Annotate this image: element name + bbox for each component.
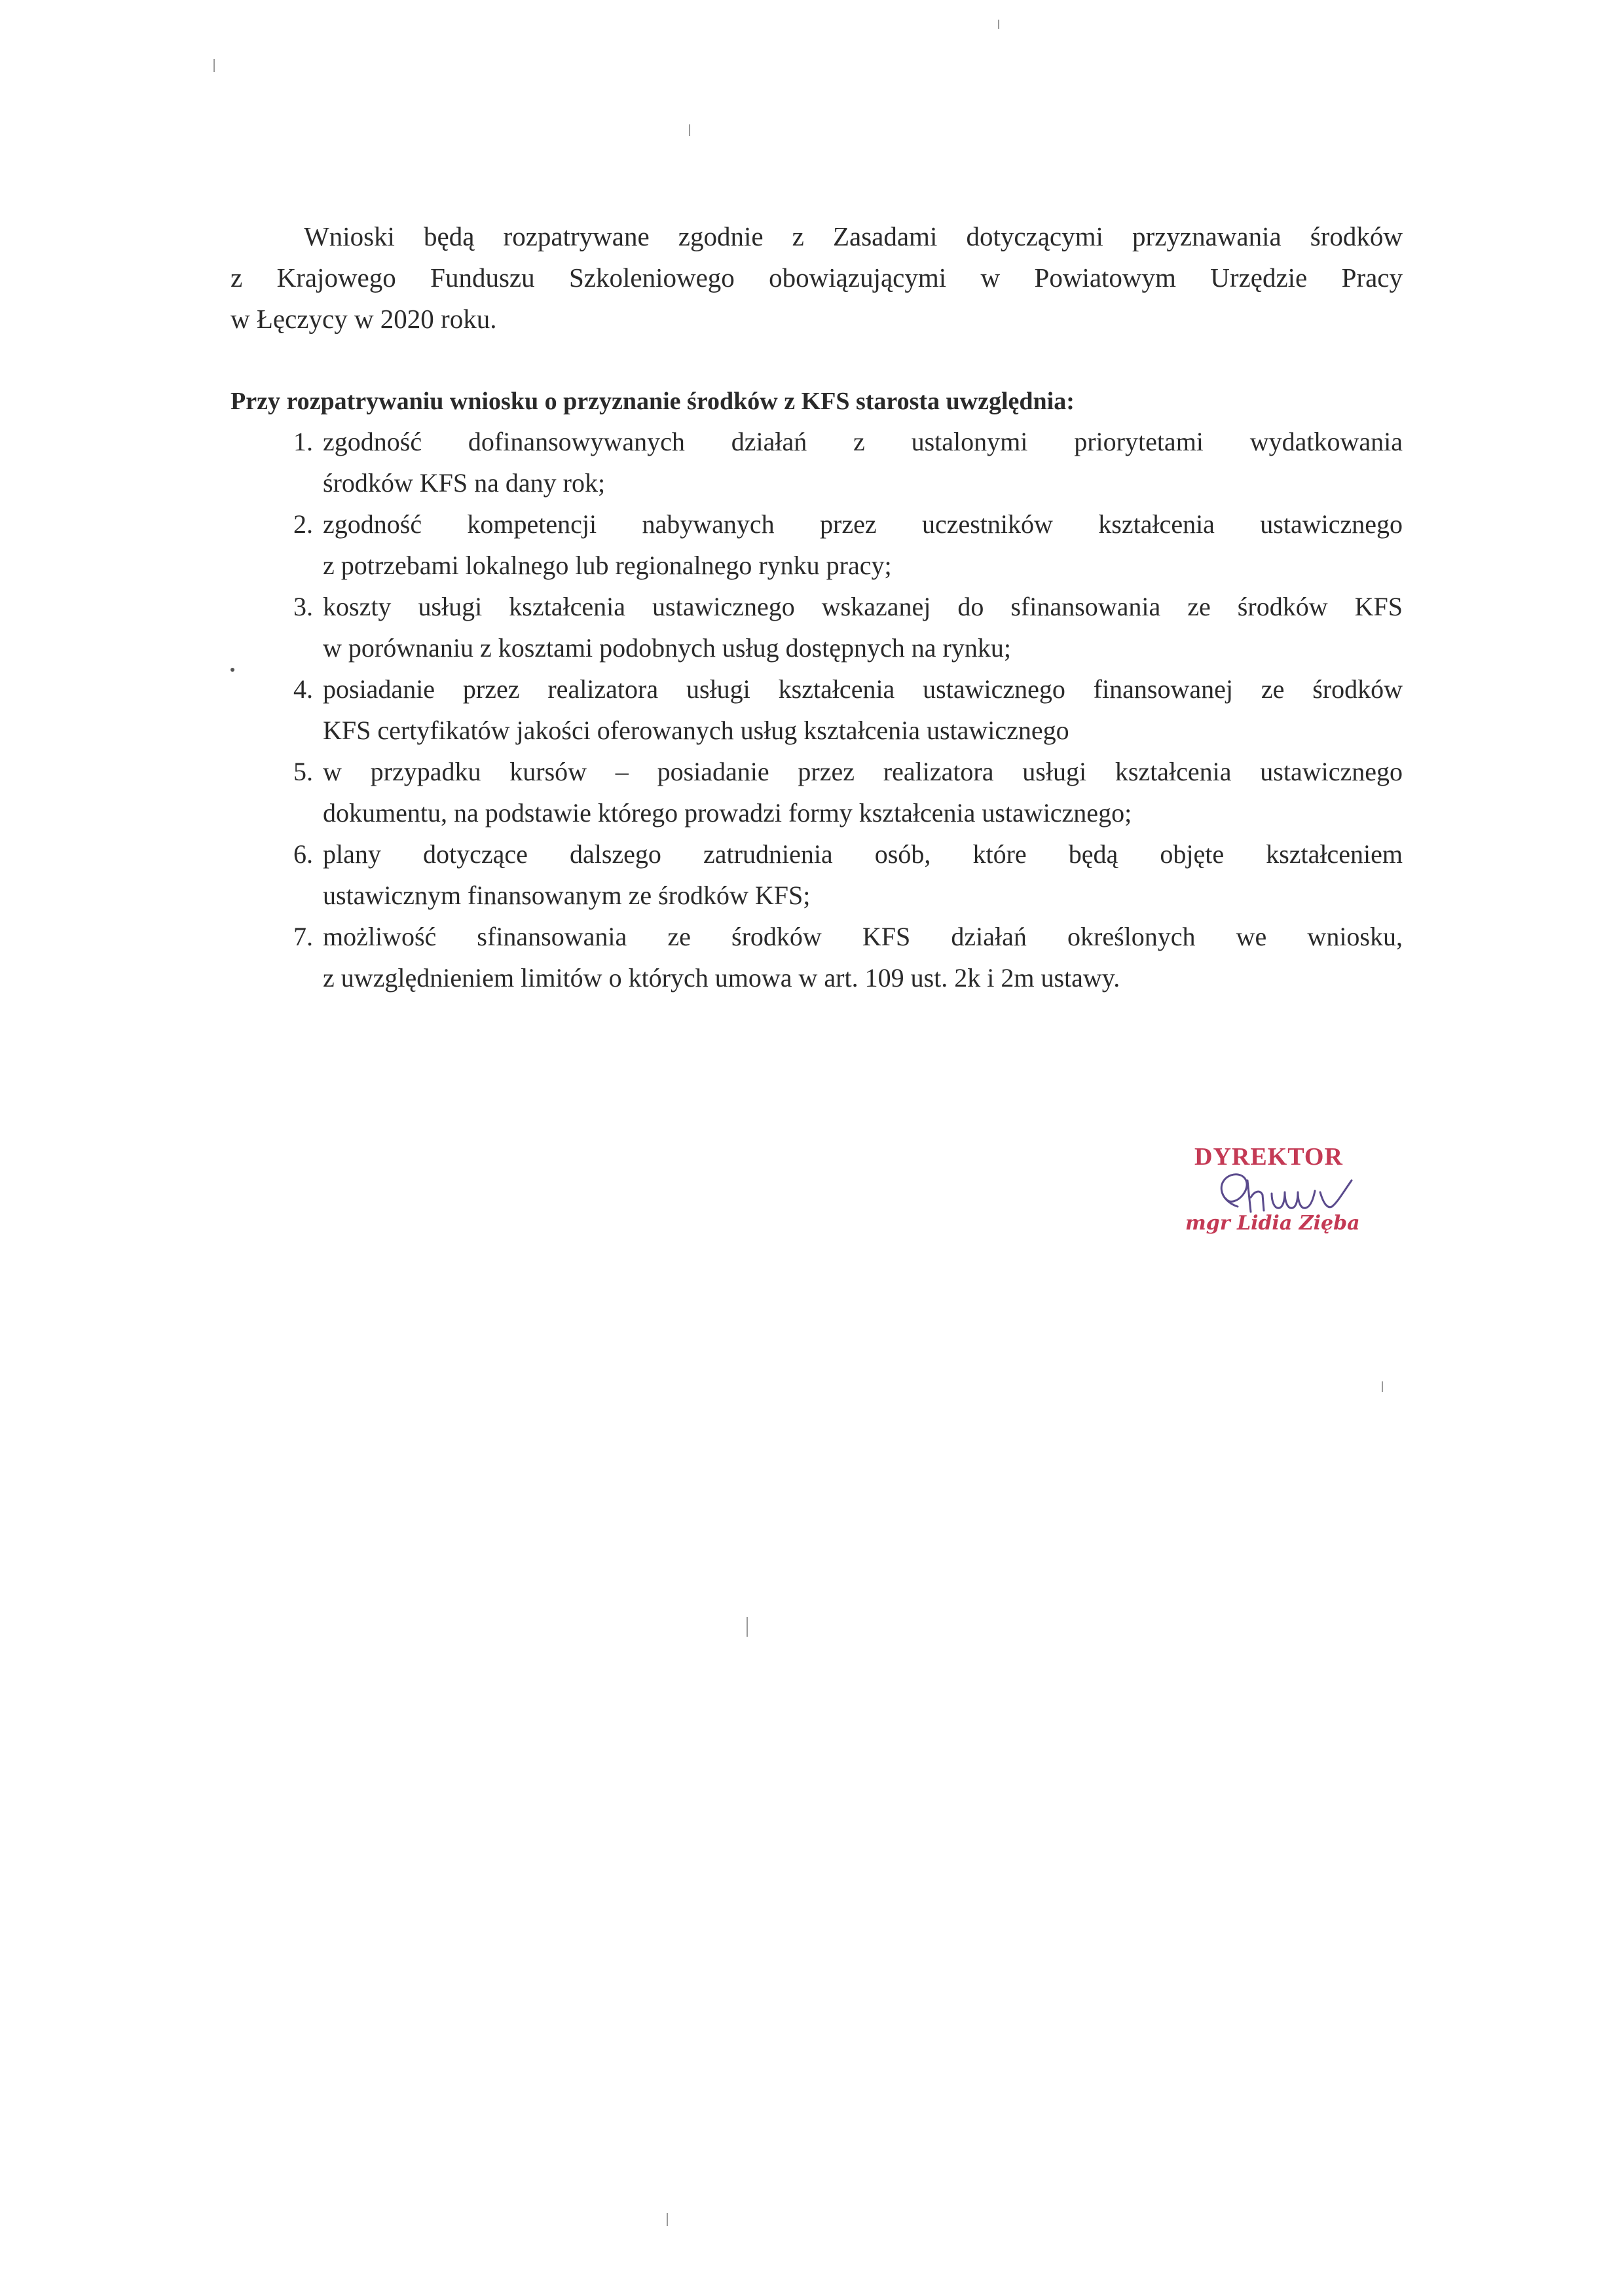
- list-item-line: plany dotyczące dalszego zatrudnienia osób, które będą objęte kształceniem: [323, 839, 1403, 869]
- list-item: [231, 586, 1403, 668]
- list-item-line: z uwzględnieniem limitów o których umowa w art. 109 ust. 2k i 2m ustawy.: [323, 963, 1120, 993]
- list-item: [231, 916, 1403, 998]
- list-item-line: zgodność dofinansowywanych działań z ustalonymi priorytetami wydatkowania: [323, 427, 1403, 456]
- list-item-number: 3.: [293, 592, 313, 621]
- list-item-number: 5.: [293, 757, 313, 786]
- list-item-number: 7.: [293, 922, 313, 951]
- scan-speck: [747, 1617, 748, 1637]
- stamp-name: mgr Lidia Zięba: [1185, 1212, 1360, 1235]
- list-item-line: środków KFS na dany rok;: [323, 468, 606, 498]
- list-item-line: koszty usługi kształcenia ustawicznego wskazanej do sfinansowania ze środków KFS: [323, 592, 1403, 621]
- list-item: [231, 421, 1403, 503]
- list-item: [231, 503, 1403, 586]
- list-item-line: możliwość sfinansowania ze środków KFS działań określonych we wniosku,: [323, 922, 1403, 951]
- scan-speck: [231, 668, 234, 672]
- intro-line: Wnioski będą rozpatrywane zgodnie z Zasadami dotyczącymi przyznawania środków: [304, 221, 1403, 251]
- scan-speck: [213, 59, 215, 72]
- stamp-title: DYREKTOR: [1194, 1143, 1343, 1171]
- list-item-line: zgodność kompetencji nabywanych przez uczestników kształcenia ustawicznego: [323, 509, 1403, 539]
- list-item-line: w porównaniu z kosztami podobnych usług dostępnych na rynku;: [323, 633, 1011, 663]
- scan-speck: [689, 124, 690, 136]
- list-item: [231, 751, 1403, 833]
- scan-speck: [998, 20, 999, 29]
- list-item: [231, 833, 1403, 916]
- list-item-number: 6.: [293, 839, 313, 869]
- list-item-number: 4.: [293, 674, 313, 704]
- scan-speck: [1382, 1381, 1383, 1392]
- list-item-line: dokumentu, na podstawie którego prowadzi formy kształcenia ustawicznego;: [323, 798, 1132, 828]
- list-item: [231, 668, 1403, 751]
- criteria-list: [231, 421, 1403, 998]
- scan-speck: [667, 2213, 668, 2226]
- criteria-heading: Przy rozpatrywaniu wniosku o przyznanie środków z KFS starosta uwzględnia:: [231, 388, 1075, 415]
- list-item-line: z potrzebami lokalnego lub regionalnego rynku pracy;: [323, 551, 892, 580]
- intro-line: z Krajowego Funduszu Szkoleniowego obowiązującymi w Powiatowym Urzędzie Pracy: [231, 263, 1403, 293]
- intro-line: w Łęczycy w 2020 roku.: [231, 304, 497, 334]
- intro-paragraph: [231, 216, 1403, 340]
- list-item-line: KFS certyfikatów jakości oferowanych usług kształcenia ustawicznego: [323, 716, 1069, 745]
- list-item-number: 2.: [293, 509, 313, 539]
- director-stamp: [1185, 1142, 1382, 1273]
- list-item-line: w przypadku kursów – posiadanie przez realizatora usługi kształcenia ustawicznego: [323, 757, 1403, 786]
- list-item-number: 1.: [293, 427, 313, 456]
- list-item-line: posiadanie przez realizatora usługi kształcenia ustawicznego finansowanej ze środków: [323, 674, 1403, 704]
- list-item-line: ustawicznym finansowanym ze środków KFS;: [323, 881, 811, 910]
